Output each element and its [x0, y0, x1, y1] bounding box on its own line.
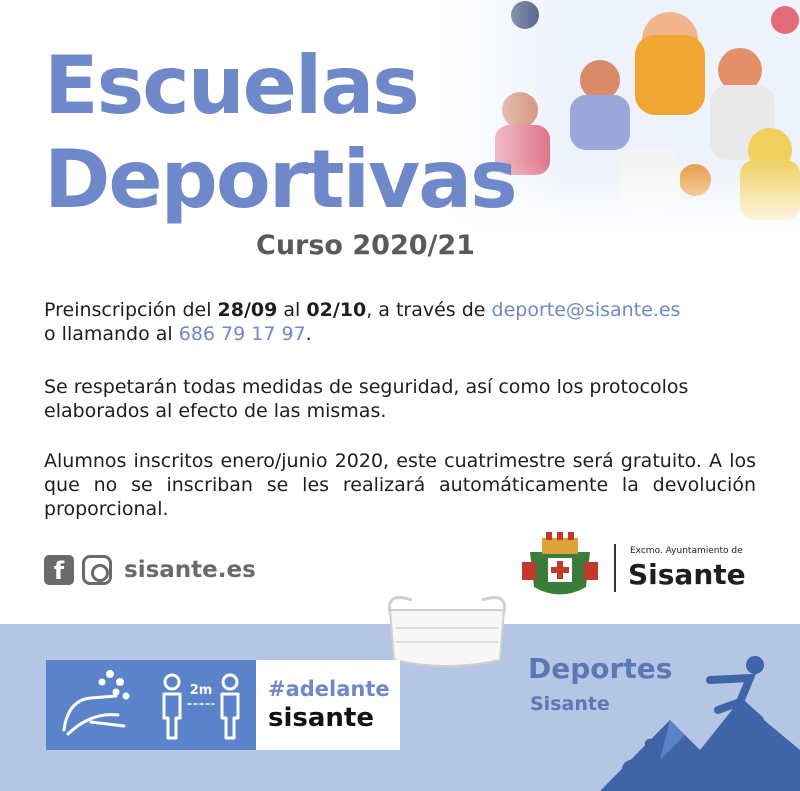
instagram-icon[interactable]: [82, 555, 112, 585]
end-date: 02/10: [306, 299, 367, 321]
ayuntamiento-small-label: Excmo. Ayuntamiento de: [630, 546, 743, 556]
course-subtitle: Curso 2020/21: [256, 230, 475, 261]
para1-text: .: [305, 323, 312, 345]
deportes-title: Deportes: [528, 652, 673, 685]
deportes-subtitle: Sisante: [530, 693, 610, 715]
hashtag-panel: [256, 660, 400, 750]
ayuntamiento-logo: [520, 532, 760, 602]
hygiene-panel: [46, 660, 256, 750]
campaign-badge: [46, 660, 400, 750]
title-line-2: Deportivas: [44, 133, 516, 226]
preinscription-paragraph: [44, 298, 756, 346]
para1-text: o llamando al: [44, 323, 179, 345]
hashtag-line-2: sisante: [268, 703, 374, 733]
facebook-icon[interactable]: f: [44, 555, 74, 585]
refund-paragraph: Alumnos inscritos enero/junio 2020, este cuatrimestre será gratuito. A los que no se inscriban se les realizará automáticamente la devolución proporcional.: [44, 450, 756, 520]
distance-label: 2m: [189, 683, 213, 698]
email-link[interactable]: deporte@sisante.es: [491, 299, 681, 321]
hashtag-line-1: #adelante: [268, 677, 390, 701]
para1-text: al: [277, 299, 307, 321]
para1-text: Preinscripción del: [44, 299, 218, 321]
social-links: [44, 555, 256, 585]
runner-mountain-icon: [600, 640, 800, 791]
hand-washing-icon: [46, 660, 256, 750]
phone-link[interactable]: 686 79 17 97: [178, 323, 306, 345]
coat-of-arms-icon: [520, 532, 600, 602]
para1-text: , a través de: [366, 299, 492, 321]
start-date: 28/09: [217, 299, 278, 321]
face-mask-icon: [372, 590, 522, 670]
title-line-1: Escuelas: [44, 39, 418, 132]
safety-paragraph: Se respetarán todas medidas de seguridad, así como los protocolos elaborados al efecto de las mismas.: [44, 376, 689, 422]
website-link[interactable]: sisante.es: [124, 557, 256, 583]
ayuntamiento-name: Sisante: [628, 558, 746, 591]
logo-divider: [614, 544, 616, 592]
